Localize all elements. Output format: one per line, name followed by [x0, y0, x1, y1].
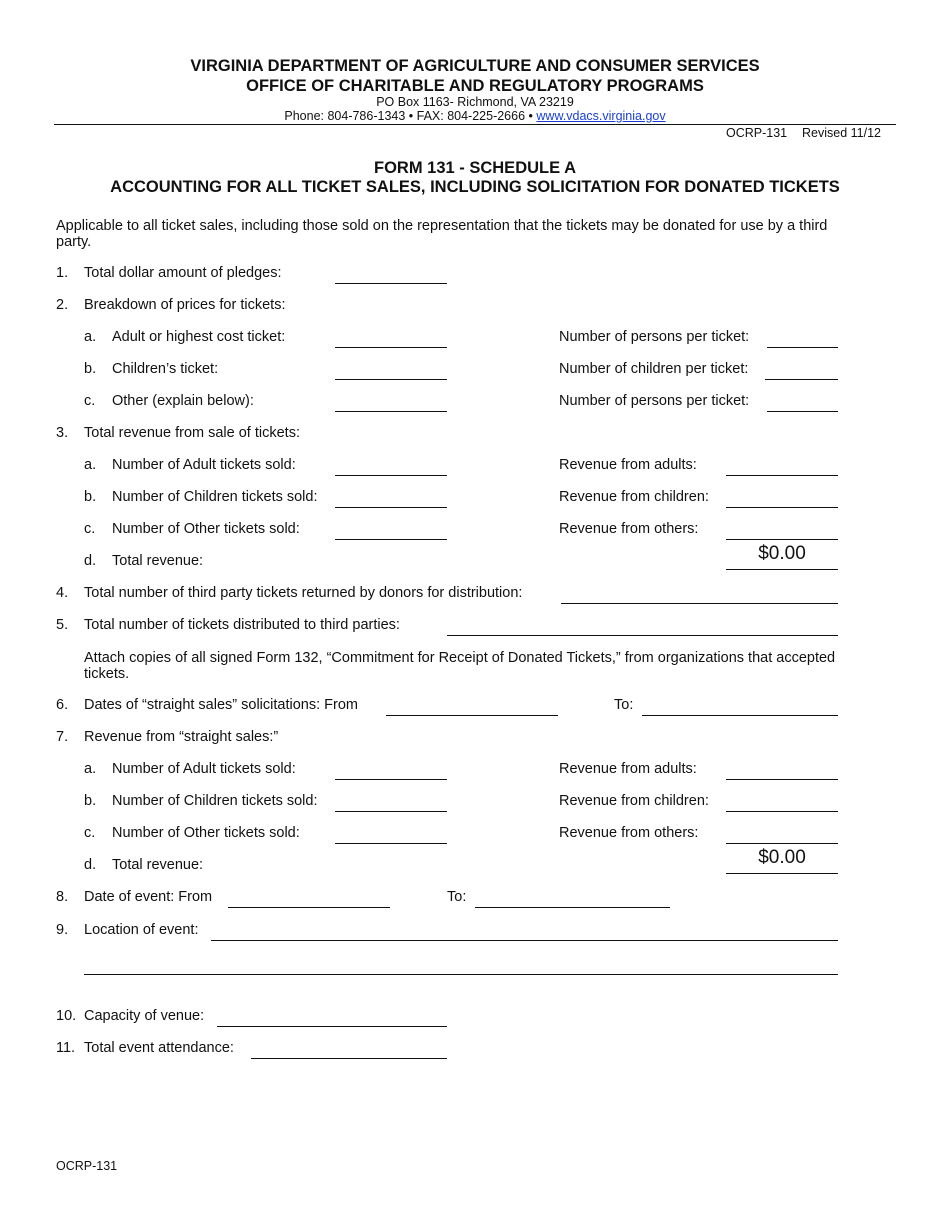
website-link[interactable]: www.vdacs.virginia.gov — [536, 109, 666, 123]
straight-revenue-others-field[interactable] — [726, 825, 838, 844]
revenue-children-label: Revenue from children: — [559, 793, 709, 809]
children-per-ticket-field[interactable] — [765, 361, 838, 380]
children-per-ticket-label: Number of children per ticket: — [559, 361, 749, 377]
total-revenue-heading: Total revenue from sale of tickets: — [84, 425, 300, 441]
straight-adult-sold-field[interactable] — [335, 761, 447, 780]
contact-line — [0, 109, 950, 123]
straight-sales-heading: Revenue from “straight sales:” — [84, 729, 279, 745]
straight-total-underline — [726, 873, 838, 874]
address: PO Box 1163- Richmond, VA 23219 — [376, 95, 574, 109]
header-rule — [54, 124, 896, 125]
other-persons-field[interactable] — [767, 393, 838, 412]
event-date-to-field[interactable] — [475, 889, 670, 908]
child-price-field[interactable] — [335, 361, 447, 380]
children-sold-label: Number of Children tickets sold: — [112, 793, 318, 809]
adult-sold-label: Number of Adult tickets sold: — [112, 457, 296, 473]
children-sold-label: Number of Children tickets sold: — [112, 489, 318, 505]
event-location-field-line2[interactable] — [84, 956, 838, 975]
revenue-children-field[interactable] — [726, 489, 838, 508]
sub-letter: c. — [84, 521, 96, 537]
form-subtitle: ACCOUNTING FOR ALL TICKET SALES, INCLUDING SOLICITATION FOR DONATED TICKETS — [110, 178, 840, 196]
revenue-children-label: Revenue from children: — [559, 489, 709, 505]
revenue-adults-field[interactable] — [726, 457, 838, 476]
revision-date: Revised 11/12 — [802, 126, 881, 140]
revenue-adults-label: Revenue from adults: — [559, 761, 697, 777]
sub-letter: a. — [84, 329, 97, 345]
item-number: 10. — [56, 1008, 77, 1024]
total-revenue-label: Total revenue: — [112, 553, 204, 569]
revenue-others-label: Revenue from others: — [559, 521, 699, 537]
item-number: 9. — [56, 922, 69, 938]
attendance-field[interactable] — [251, 1040, 447, 1059]
sub-letter: b. — [84, 489, 97, 505]
event-location-field[interactable] — [211, 922, 838, 941]
attach-note-cont: tickets. — [84, 666, 130, 682]
straight-other-sold-field[interactable] — [335, 825, 447, 844]
distributed-tickets-label: Total number of tickets distributed to third parties: — [84, 617, 400, 633]
sub-letter: c. — [84, 825, 96, 841]
child-price-label: Children’s ticket: — [112, 361, 219, 377]
other-sold-label: Number of Other tickets sold: — [112, 521, 300, 537]
straight-children-sold-field[interactable] — [335, 793, 447, 812]
org-name: VIRGINIA DEPARTMENT OF AGRICULTURE AND CONSUMER SERVICES — [190, 57, 760, 75]
solicitation-to-label: To: — [614, 697, 634, 713]
attendance-label: Total event attendance: — [84, 1040, 234, 1056]
intro-text: Applicable to all ticket sales, including those sold on the representation that the tickets may be donated for use by a third — [56, 218, 828, 234]
phone-fax: Phone: 804-786-1343 • FAX: 804-225-2666 • — [284, 109, 533, 123]
other-sold-field[interactable] — [335, 521, 447, 540]
sub-letter: c. — [84, 393, 96, 409]
item-number: 4. — [56, 585, 69, 601]
revenue-adults-label: Revenue from adults: — [559, 457, 697, 473]
distributed-tickets-field[interactable] — [447, 617, 838, 636]
total-revenue-value[interactable]: $0.00 — [758, 543, 806, 564]
form-title: FORM 131 - SCHEDULE A — [374, 159, 576, 177]
other-price-field[interactable] — [335, 393, 447, 412]
office-name: OFFICE OF CHARITABLE AND REGULATORY PROGRAMS — [246, 77, 704, 95]
event-date-label: Date of event: From — [84, 889, 213, 905]
total-revenue-underline — [726, 569, 838, 570]
returned-tickets-field[interactable] — [561, 585, 838, 604]
solicitation-from-field[interactable] — [386, 697, 558, 716]
sub-letter: b. — [84, 361, 97, 377]
event-date-from-field[interactable] — [228, 889, 390, 908]
persons-per-ticket-label: Number of persons per ticket: — [559, 393, 750, 409]
venue-capacity-label: Capacity of venue: — [84, 1008, 205, 1024]
persons-per-ticket-label: Number of persons per ticket: — [559, 329, 750, 345]
adult-sold-label: Number of Adult tickets sold: — [112, 761, 296, 777]
item-number: 6. — [56, 697, 69, 713]
item-number: 2. — [56, 297, 69, 313]
event-date-to-label: To: — [447, 889, 467, 905]
children-sold-field[interactable] — [335, 489, 447, 508]
straight-revenue-children-field[interactable] — [726, 793, 838, 812]
pledges-label: Total dollar amount of pledges: — [84, 265, 282, 281]
attach-note: Attach copies of all signed Form 132, “Commitment for Receipt of Donated Tickets,” from organizations that accepted — [84, 650, 836, 666]
sub-letter: d. — [84, 553, 97, 569]
venue-capacity-field[interactable] — [217, 1008, 447, 1027]
intro-text-cont: party. — [56, 234, 92, 250]
revenue-others-field[interactable] — [726, 521, 838, 540]
adult-price-label: Adult or highest cost ticket: — [112, 329, 286, 345]
returned-tickets-label: Total number of third party tickets returned by donors for distribution: — [84, 585, 523, 601]
pledges-field[interactable] — [335, 265, 447, 284]
other-sold-label: Number of Other tickets sold: — [112, 825, 300, 841]
item-number: 7. — [56, 729, 69, 745]
item-number: 5. — [56, 617, 69, 633]
sub-letter: a. — [84, 761, 97, 777]
adult-price-field[interactable] — [335, 329, 447, 348]
solicitation-dates-label: Dates of “straight sales” solicitations: From — [84, 697, 358, 713]
straight-total-revenue-value[interactable]: $0.00 — [758, 847, 806, 868]
other-price-label: Other (explain below): — [112, 393, 254, 409]
item-number: 1. — [56, 265, 69, 281]
total-revenue-label: Total revenue: — [112, 857, 204, 873]
item-number: 3. — [56, 425, 69, 441]
adult-persons-field[interactable] — [767, 329, 838, 348]
straight-revenue-adults-field[interactable] — [726, 761, 838, 780]
sub-letter: b. — [84, 793, 97, 809]
sub-letter: a. — [84, 457, 97, 473]
form-code: OCRP-131 — [726, 126, 788, 140]
adult-sold-field[interactable] — [335, 457, 447, 476]
revenue-others-label: Revenue from others: — [559, 825, 699, 841]
footer-form-code: OCRP-131 — [56, 1159, 118, 1173]
sub-letter: d. — [84, 857, 97, 873]
item-number: 8. — [56, 889, 69, 905]
item-number: 11. — [56, 1040, 76, 1056]
solicitation-to-field[interactable] — [642, 697, 838, 716]
event-location-label: Location of event: — [84, 922, 199, 938]
price-breakdown-label: Breakdown of prices for tickets: — [84, 297, 286, 313]
